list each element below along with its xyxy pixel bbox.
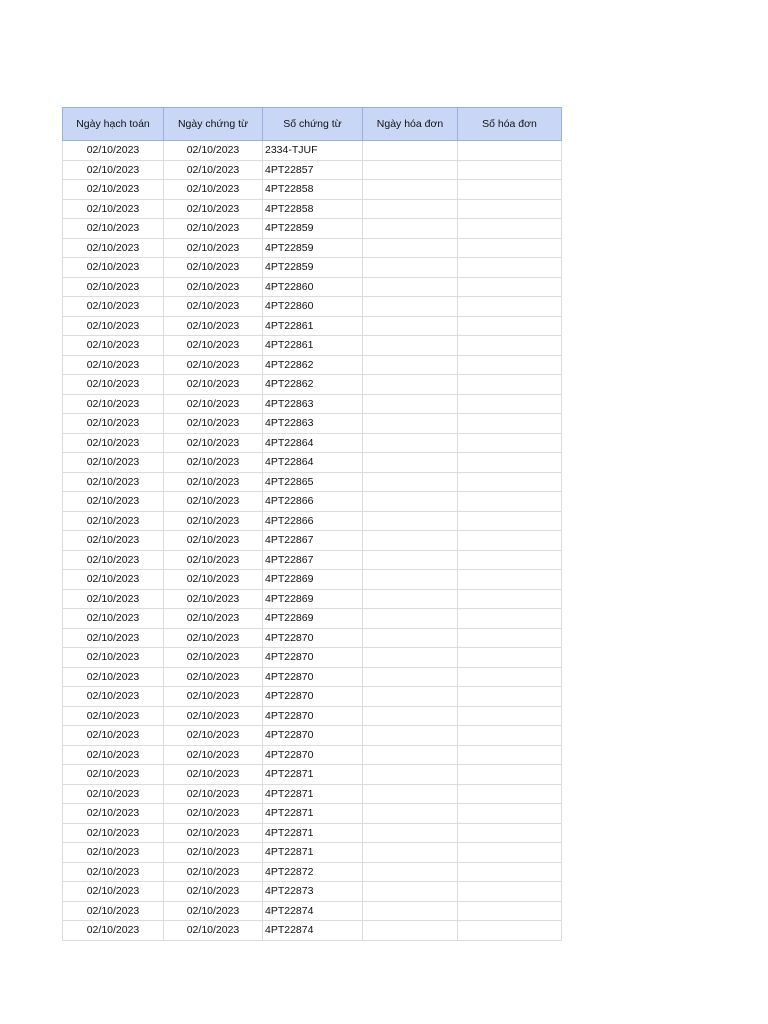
cell-ngay-hoa-don[interactable] (363, 433, 458, 453)
table-row (63, 570, 562, 590)
cell-so-chung-tu[interactable]: 4PT22874 (263, 901, 363, 921)
table-row (63, 628, 562, 648)
cell-so-chung-tu[interactable]: 4PT22857 (263, 160, 363, 180)
cell-ngay-hoa-don[interactable] (363, 180, 458, 200)
header-row (63, 108, 562, 141)
cell-so-hoa-don[interactable] (458, 453, 562, 473)
cell-ngay-chung-tu[interactable]: 02/10/2023 (164, 316, 263, 336)
cell-ngay-hoa-don[interactable] (363, 843, 458, 863)
table-row (63, 745, 562, 765)
table-row (63, 472, 562, 492)
cell-so-hoa-don[interactable] (458, 882, 562, 902)
table-row (63, 141, 562, 161)
cell-ngay-hach-toan[interactable]: 02/10/2023 (63, 823, 164, 843)
cell-ngay-chung-tu[interactable]: 02/10/2023 (164, 531, 263, 551)
table-row (63, 687, 562, 707)
cell-so-chung-tu[interactable]: 4PT22861 (263, 316, 363, 336)
cell-so-chung-tu[interactable]: 4PT22863 (263, 394, 363, 414)
table-row (63, 648, 562, 668)
cell-ngay-chung-tu[interactable]: 02/10/2023 (164, 258, 263, 278)
cell-ngay-hoa-don[interactable] (363, 414, 458, 434)
table-row (63, 433, 562, 453)
cell-ngay-hoa-don[interactable] (363, 394, 458, 414)
cell-so-hoa-don[interactable] (458, 784, 562, 804)
cell-so-chung-tu[interactable]: 4PT22872 (263, 862, 363, 882)
cell-so-hoa-don[interactable] (458, 472, 562, 492)
spreadsheet-sheet (62, 107, 561, 941)
cell-so-chung-tu[interactable]: 4PT22858 (263, 180, 363, 200)
header-ngay-hoa-don[interactable]: Ngày hóa đơn (363, 108, 458, 141)
table-row (63, 297, 562, 317)
cell-ngay-hoa-don[interactable] (363, 453, 458, 473)
table-row (63, 316, 562, 336)
cell-so-hoa-don[interactable] (458, 297, 562, 317)
table-row (63, 199, 562, 219)
cell-ngay-hoa-don[interactable] (363, 823, 458, 843)
cell-ngay-hach-toan[interactable]: 02/10/2023 (63, 726, 164, 746)
table-row (63, 453, 562, 473)
cell-so-hoa-don[interactable] (458, 219, 562, 239)
cell-so-hoa-don[interactable] (458, 609, 562, 629)
cell-ngay-hach-toan[interactable]: 02/10/2023 (63, 355, 164, 375)
table-header (63, 108, 562, 141)
cell-ngay-hoa-don[interactable] (363, 531, 458, 551)
cell-ngay-hach-toan[interactable]: 02/10/2023 (63, 901, 164, 921)
cell-so-hoa-don[interactable] (458, 160, 562, 180)
table-row (63, 882, 562, 902)
cell-ngay-chung-tu[interactable]: 02/10/2023 (164, 804, 263, 824)
cell-so-hoa-don[interactable] (458, 804, 562, 824)
cell-ngay-chung-tu[interactable]: 02/10/2023 (164, 765, 263, 785)
cell-ngay-chung-tu[interactable]: 02/10/2023 (164, 394, 263, 414)
cell-so-hoa-don[interactable] (458, 570, 562, 590)
cell-so-chung-tu[interactable]: 4PT22859 (263, 219, 363, 239)
cell-so-chung-tu[interactable]: 4PT22866 (263, 511, 363, 531)
cell-ngay-hach-toan[interactable]: 02/10/2023 (63, 589, 164, 609)
cell-ngay-hoa-don[interactable] (363, 609, 458, 629)
cell-so-chung-tu[interactable]: 4PT22859 (263, 258, 363, 278)
cell-ngay-hach-toan[interactable]: 02/10/2023 (63, 843, 164, 863)
cell-so-chung-tu[interactable]: 4PT22871 (263, 843, 363, 863)
cell-ngay-chung-tu[interactable]: 02/10/2023 (164, 414, 263, 434)
cell-so-hoa-don[interactable] (458, 706, 562, 726)
cell-so-hoa-don[interactable] (458, 687, 562, 707)
cell-ngay-chung-tu[interactable]: 02/10/2023 (164, 921, 263, 941)
cell-ngay-chung-tu[interactable]: 02/10/2023 (164, 141, 263, 161)
cell-ngay-hoa-don[interactable] (363, 706, 458, 726)
cell-ngay-hach-toan[interactable]: 02/10/2023 (63, 804, 164, 824)
table-row (63, 804, 562, 824)
cell-ngay-hoa-don[interactable] (363, 297, 458, 317)
cell-ngay-hach-toan[interactable]: 02/10/2023 (63, 511, 164, 531)
voucher-table (62, 107, 562, 941)
cell-ngay-hoa-don[interactable] (363, 336, 458, 356)
cell-ngay-chung-tu[interactable]: 02/10/2023 (164, 589, 263, 609)
cell-ngay-chung-tu[interactable]: 02/10/2023 (164, 609, 263, 629)
cell-ngay-hach-toan[interactable]: 02/10/2023 (63, 394, 164, 414)
table-row (63, 531, 562, 551)
cell-ngay-chung-tu[interactable]: 02/10/2023 (164, 687, 263, 707)
cell-so-hoa-don[interactable] (458, 745, 562, 765)
cell-ngay-chung-tu[interactable]: 02/10/2023 (164, 784, 263, 804)
cell-so-chung-tu[interactable]: 4PT22860 (263, 297, 363, 317)
cell-so-hoa-don[interactable] (458, 277, 562, 297)
cell-ngay-hach-toan[interactable]: 02/10/2023 (63, 238, 164, 258)
cell-so-chung-tu[interactable]: 4PT22873 (263, 882, 363, 902)
cell-ngay-hoa-don[interactable] (363, 219, 458, 239)
cell-ngay-chung-tu[interactable]: 02/10/2023 (164, 570, 263, 590)
cell-ngay-hoa-don[interactable] (363, 492, 458, 512)
cell-so-chung-tu[interactable]: 4PT22864 (263, 433, 363, 453)
cell-so-hoa-don[interactable] (458, 901, 562, 921)
cell-ngay-hach-toan[interactable]: 02/10/2023 (63, 258, 164, 278)
cell-ngay-chung-tu[interactable]: 02/10/2023 (164, 882, 263, 902)
header-ngay-chung-tu[interactable]: Ngày chứng từ (164, 108, 263, 141)
cell-ngay-chung-tu[interactable]: 02/10/2023 (164, 219, 263, 239)
cell-ngay-hach-toan[interactable]: 02/10/2023 (63, 297, 164, 317)
cell-so-chung-tu[interactable]: 4PT22866 (263, 492, 363, 512)
cell-so-hoa-don[interactable] (458, 394, 562, 414)
cell-ngay-hoa-don[interactable] (363, 882, 458, 902)
cell-so-hoa-don[interactable] (458, 550, 562, 570)
cell-so-hoa-don[interactable] (458, 589, 562, 609)
cell-ngay-chung-tu[interactable]: 02/10/2023 (164, 199, 263, 219)
cell-so-chung-tu[interactable]: 4PT22864 (263, 453, 363, 473)
cell-ngay-hoa-don[interactable] (363, 550, 458, 570)
cell-ngay-chung-tu[interactable]: 02/10/2023 (164, 180, 263, 200)
header-so-chung-tu[interactable]: Số chứng từ (263, 108, 363, 141)
table-row (63, 414, 562, 434)
cell-so-chung-tu[interactable]: 4PT22860 (263, 277, 363, 297)
cell-ngay-hoa-don[interactable] (363, 570, 458, 590)
cell-ngay-hoa-don[interactable] (363, 199, 458, 219)
cell-so-hoa-don[interactable] (458, 141, 562, 161)
cell-so-chung-tu[interactable]: 4PT22871 (263, 823, 363, 843)
cell-ngay-hach-toan[interactable]: 02/10/2023 (63, 628, 164, 648)
table-row (63, 784, 562, 804)
cell-so-chung-tu[interactable]: 4PT22870 (263, 667, 363, 687)
table-row (63, 706, 562, 726)
cell-ngay-chung-tu[interactable]: 02/10/2023 (164, 706, 263, 726)
cell-ngay-hoa-don[interactable] (363, 141, 458, 161)
cell-ngay-chung-tu[interactable]: 02/10/2023 (164, 726, 263, 746)
cell-ngay-hach-toan[interactable]: 02/10/2023 (63, 609, 164, 629)
cell-so-hoa-don[interactable] (458, 180, 562, 200)
cell-ngay-hach-toan[interactable]: 02/10/2023 (63, 433, 164, 453)
cell-ngay-hoa-don[interactable] (363, 277, 458, 297)
cell-ngay-hoa-don[interactable] (363, 726, 458, 746)
cell-ngay-hoa-don[interactable] (363, 745, 458, 765)
cell-ngay-hach-toan[interactable]: 02/10/2023 (63, 921, 164, 941)
cell-ngay-chung-tu[interactable]: 02/10/2023 (164, 375, 263, 395)
cell-ngay-hoa-don[interactable] (363, 355, 458, 375)
cell-ngay-hoa-don[interactable] (363, 765, 458, 785)
table-row (63, 726, 562, 746)
cell-so-chung-tu[interactable]: 4PT22862 (263, 355, 363, 375)
cell-ngay-hach-toan[interactable]: 02/10/2023 (63, 316, 164, 336)
table-row (63, 589, 562, 609)
cell-ngay-hach-toan[interactable]: 02/10/2023 (63, 882, 164, 902)
cell-ngay-chung-tu[interactable]: 02/10/2023 (164, 433, 263, 453)
table-row (63, 843, 562, 863)
header-ngay-hach-toan[interactable]: Ngày hạch toán (63, 108, 164, 141)
table-row (63, 238, 562, 258)
cell-ngay-hach-toan[interactable]: 02/10/2023 (63, 745, 164, 765)
cell-ngay-hach-toan[interactable]: 02/10/2023 (63, 141, 164, 161)
cell-so-chung-tu[interactable]: 4PT22869 (263, 570, 363, 590)
cell-ngay-hoa-don[interactable] (363, 238, 458, 258)
cell-so-hoa-don[interactable] (458, 921, 562, 941)
cell-ngay-hach-toan[interactable]: 02/10/2023 (63, 160, 164, 180)
table-row (63, 862, 562, 882)
cell-ngay-chung-tu[interactable]: 02/10/2023 (164, 511, 263, 531)
cell-so-hoa-don[interactable] (458, 258, 562, 278)
cell-so-hoa-don[interactable] (458, 511, 562, 531)
cell-ngay-hoa-don[interactable] (363, 687, 458, 707)
cell-so-chung-tu[interactable]: 4PT22867 (263, 550, 363, 570)
cell-ngay-hach-toan[interactable]: 02/10/2023 (63, 570, 164, 590)
table-row (63, 336, 562, 356)
cell-ngay-hach-toan[interactable]: 02/10/2023 (63, 277, 164, 297)
cell-so-chung-tu[interactable]: 4PT22870 (263, 706, 363, 726)
table-row (63, 511, 562, 531)
cell-ngay-hoa-don[interactable] (363, 511, 458, 531)
cell-so-chung-tu[interactable]: 4PT22870 (263, 726, 363, 746)
cell-ngay-hach-toan[interactable]: 02/10/2023 (63, 706, 164, 726)
cell-ngay-hach-toan[interactable]: 02/10/2023 (63, 862, 164, 882)
cell-ngay-chung-tu[interactable]: 02/10/2023 (164, 862, 263, 882)
table-row (63, 901, 562, 921)
cell-ngay-hoa-don[interactable] (363, 472, 458, 492)
cell-ngay-hach-toan[interactable]: 02/10/2023 (63, 180, 164, 200)
cell-so-hoa-don[interactable] (458, 336, 562, 356)
cell-ngay-hach-toan[interactable]: 02/10/2023 (63, 550, 164, 570)
cell-so-hoa-don[interactable] (458, 843, 562, 863)
cell-ngay-hoa-don[interactable] (363, 258, 458, 278)
cell-so-hoa-don[interactable] (458, 648, 562, 668)
cell-so-hoa-don[interactable] (458, 726, 562, 746)
cell-so-hoa-don[interactable] (458, 531, 562, 551)
cell-so-hoa-don[interactable] (458, 492, 562, 512)
cell-ngay-chung-tu[interactable]: 02/10/2023 (164, 901, 263, 921)
cell-so-chung-tu[interactable]: 4PT22870 (263, 628, 363, 648)
cell-so-chung-tu[interactable]: 4PT22871 (263, 765, 363, 785)
cell-ngay-hoa-don[interactable] (363, 160, 458, 180)
cell-ngay-chung-tu[interactable]: 02/10/2023 (164, 667, 263, 687)
cell-ngay-hoa-don[interactable] (363, 901, 458, 921)
cell-so-hoa-don[interactable] (458, 628, 562, 648)
cell-so-chung-tu[interactable]: 4PT22869 (263, 589, 363, 609)
cell-so-hoa-don[interactable] (458, 823, 562, 843)
cell-so-chung-tu[interactable]: 4PT22871 (263, 804, 363, 824)
cell-ngay-hoa-don[interactable] (363, 862, 458, 882)
cell-ngay-chung-tu[interactable]: 02/10/2023 (164, 472, 263, 492)
cell-ngay-hoa-don[interactable] (363, 667, 458, 687)
cell-ngay-chung-tu[interactable]: 02/10/2023 (164, 453, 263, 473)
cell-so-chung-tu[interactable]: 4PT22870 (263, 745, 363, 765)
cell-so-hoa-don[interactable] (458, 862, 562, 882)
cell-ngay-chung-tu[interactable]: 02/10/2023 (164, 297, 263, 317)
table-row (63, 550, 562, 570)
table-row (63, 258, 562, 278)
cell-ngay-chung-tu[interactable]: 02/10/2023 (164, 550, 263, 570)
cell-ngay-chung-tu[interactable]: 02/10/2023 (164, 492, 263, 512)
cell-so-chung-tu[interactable]: 4PT22862 (263, 375, 363, 395)
cell-ngay-chung-tu[interactable]: 02/10/2023 (164, 628, 263, 648)
cell-so-chung-tu[interactable]: 4PT22859 (263, 238, 363, 258)
cell-ngay-hoa-don[interactable] (363, 921, 458, 941)
table-row (63, 355, 562, 375)
cell-ngay-chung-tu[interactable]: 02/10/2023 (164, 277, 263, 297)
cell-so-chung-tu[interactable]: 4PT22870 (263, 648, 363, 668)
cell-ngay-chung-tu[interactable]: 02/10/2023 (164, 648, 263, 668)
cell-ngay-hach-toan[interactable]: 02/10/2023 (63, 472, 164, 492)
cell-ngay-hach-toan[interactable]: 02/10/2023 (63, 219, 164, 239)
cell-so-hoa-don[interactable] (458, 765, 562, 785)
cell-so-hoa-don[interactable] (458, 238, 562, 258)
cell-so-chung-tu[interactable]: 4PT22865 (263, 472, 363, 492)
cell-so-hoa-don[interactable] (458, 355, 562, 375)
cell-ngay-hach-toan[interactable]: 02/10/2023 (63, 375, 164, 395)
cell-ngay-chung-tu[interactable]: 02/10/2023 (164, 823, 263, 843)
table-row (63, 277, 562, 297)
cell-ngay-hach-toan[interactable]: 02/10/2023 (63, 765, 164, 785)
cell-ngay-hoa-don[interactable] (363, 628, 458, 648)
cell-ngay-hach-toan[interactable]: 02/10/2023 (63, 667, 164, 687)
cell-so-chung-tu[interactable]: 4PT22874 (263, 921, 363, 941)
cell-so-chung-tu[interactable]: 4PT22858 (263, 199, 363, 219)
cell-so-chung-tu[interactable]: 4PT22871 (263, 784, 363, 804)
cell-ngay-chung-tu[interactable]: 02/10/2023 (164, 355, 263, 375)
table-row (63, 823, 562, 843)
cell-so-chung-tu[interactable]: 4PT22863 (263, 414, 363, 434)
cell-ngay-hach-toan[interactable]: 02/10/2023 (63, 531, 164, 551)
cell-ngay-hach-toan[interactable]: 02/10/2023 (63, 453, 164, 473)
cell-ngay-hach-toan[interactable]: 02/10/2023 (63, 336, 164, 356)
table-row (63, 492, 562, 512)
cell-so-hoa-don[interactable] (458, 375, 562, 395)
cell-ngay-hoa-don[interactable] (363, 316, 458, 336)
cell-ngay-hach-toan[interactable]: 02/10/2023 (63, 492, 164, 512)
table-row (63, 765, 562, 785)
cell-so-hoa-don[interactable] (458, 316, 562, 336)
cell-ngay-hach-toan[interactable]: 02/10/2023 (63, 784, 164, 804)
cell-so-chung-tu[interactable]: 4PT22867 (263, 531, 363, 551)
table-body (63, 141, 562, 941)
cell-so-chung-tu[interactable]: 4PT22869 (263, 609, 363, 629)
header-so-hoa-don[interactable]: Số hóa đơn (458, 108, 562, 141)
cell-so-chung-tu[interactable]: 4PT22861 (263, 336, 363, 356)
cell-ngay-hach-toan[interactable]: 02/10/2023 (63, 687, 164, 707)
cell-ngay-hoa-don[interactable] (363, 589, 458, 609)
cell-so-hoa-don[interactable] (458, 667, 562, 687)
table-row (63, 180, 562, 200)
cell-ngay-chung-tu[interactable]: 02/10/2023 (164, 745, 263, 765)
table-row (63, 609, 562, 629)
cell-so-hoa-don[interactable] (458, 414, 562, 434)
table-row (63, 219, 562, 239)
cell-ngay-hoa-don[interactable] (363, 784, 458, 804)
table-row (63, 160, 562, 180)
table-row (63, 394, 562, 414)
cell-so-chung-tu[interactable]: 4PT22870 (263, 687, 363, 707)
table-row (63, 375, 562, 395)
cell-ngay-hach-toan[interactable]: 02/10/2023 (63, 648, 164, 668)
cell-ngay-hoa-don[interactable] (363, 804, 458, 824)
cell-so-hoa-don[interactable] (458, 433, 562, 453)
cell-so-hoa-don[interactable] (458, 199, 562, 219)
table-row (63, 921, 562, 941)
cell-ngay-chung-tu[interactable]: 02/10/2023 (164, 843, 263, 863)
table-row (63, 667, 562, 687)
cell-ngay-hoa-don[interactable] (363, 648, 458, 668)
cell-ngay-chung-tu[interactable]: 02/10/2023 (164, 160, 263, 180)
cell-so-chung-tu[interactable]: 2334-TJUF (263, 141, 363, 161)
cell-ngay-chung-tu[interactable]: 02/10/2023 (164, 238, 263, 258)
cell-ngay-chung-tu[interactable]: 02/10/2023 (164, 336, 263, 356)
cell-ngay-hach-toan[interactable]: 02/10/2023 (63, 414, 164, 434)
cell-ngay-hach-toan[interactable]: 02/10/2023 (63, 199, 164, 219)
cell-ngay-hoa-don[interactable] (363, 375, 458, 395)
